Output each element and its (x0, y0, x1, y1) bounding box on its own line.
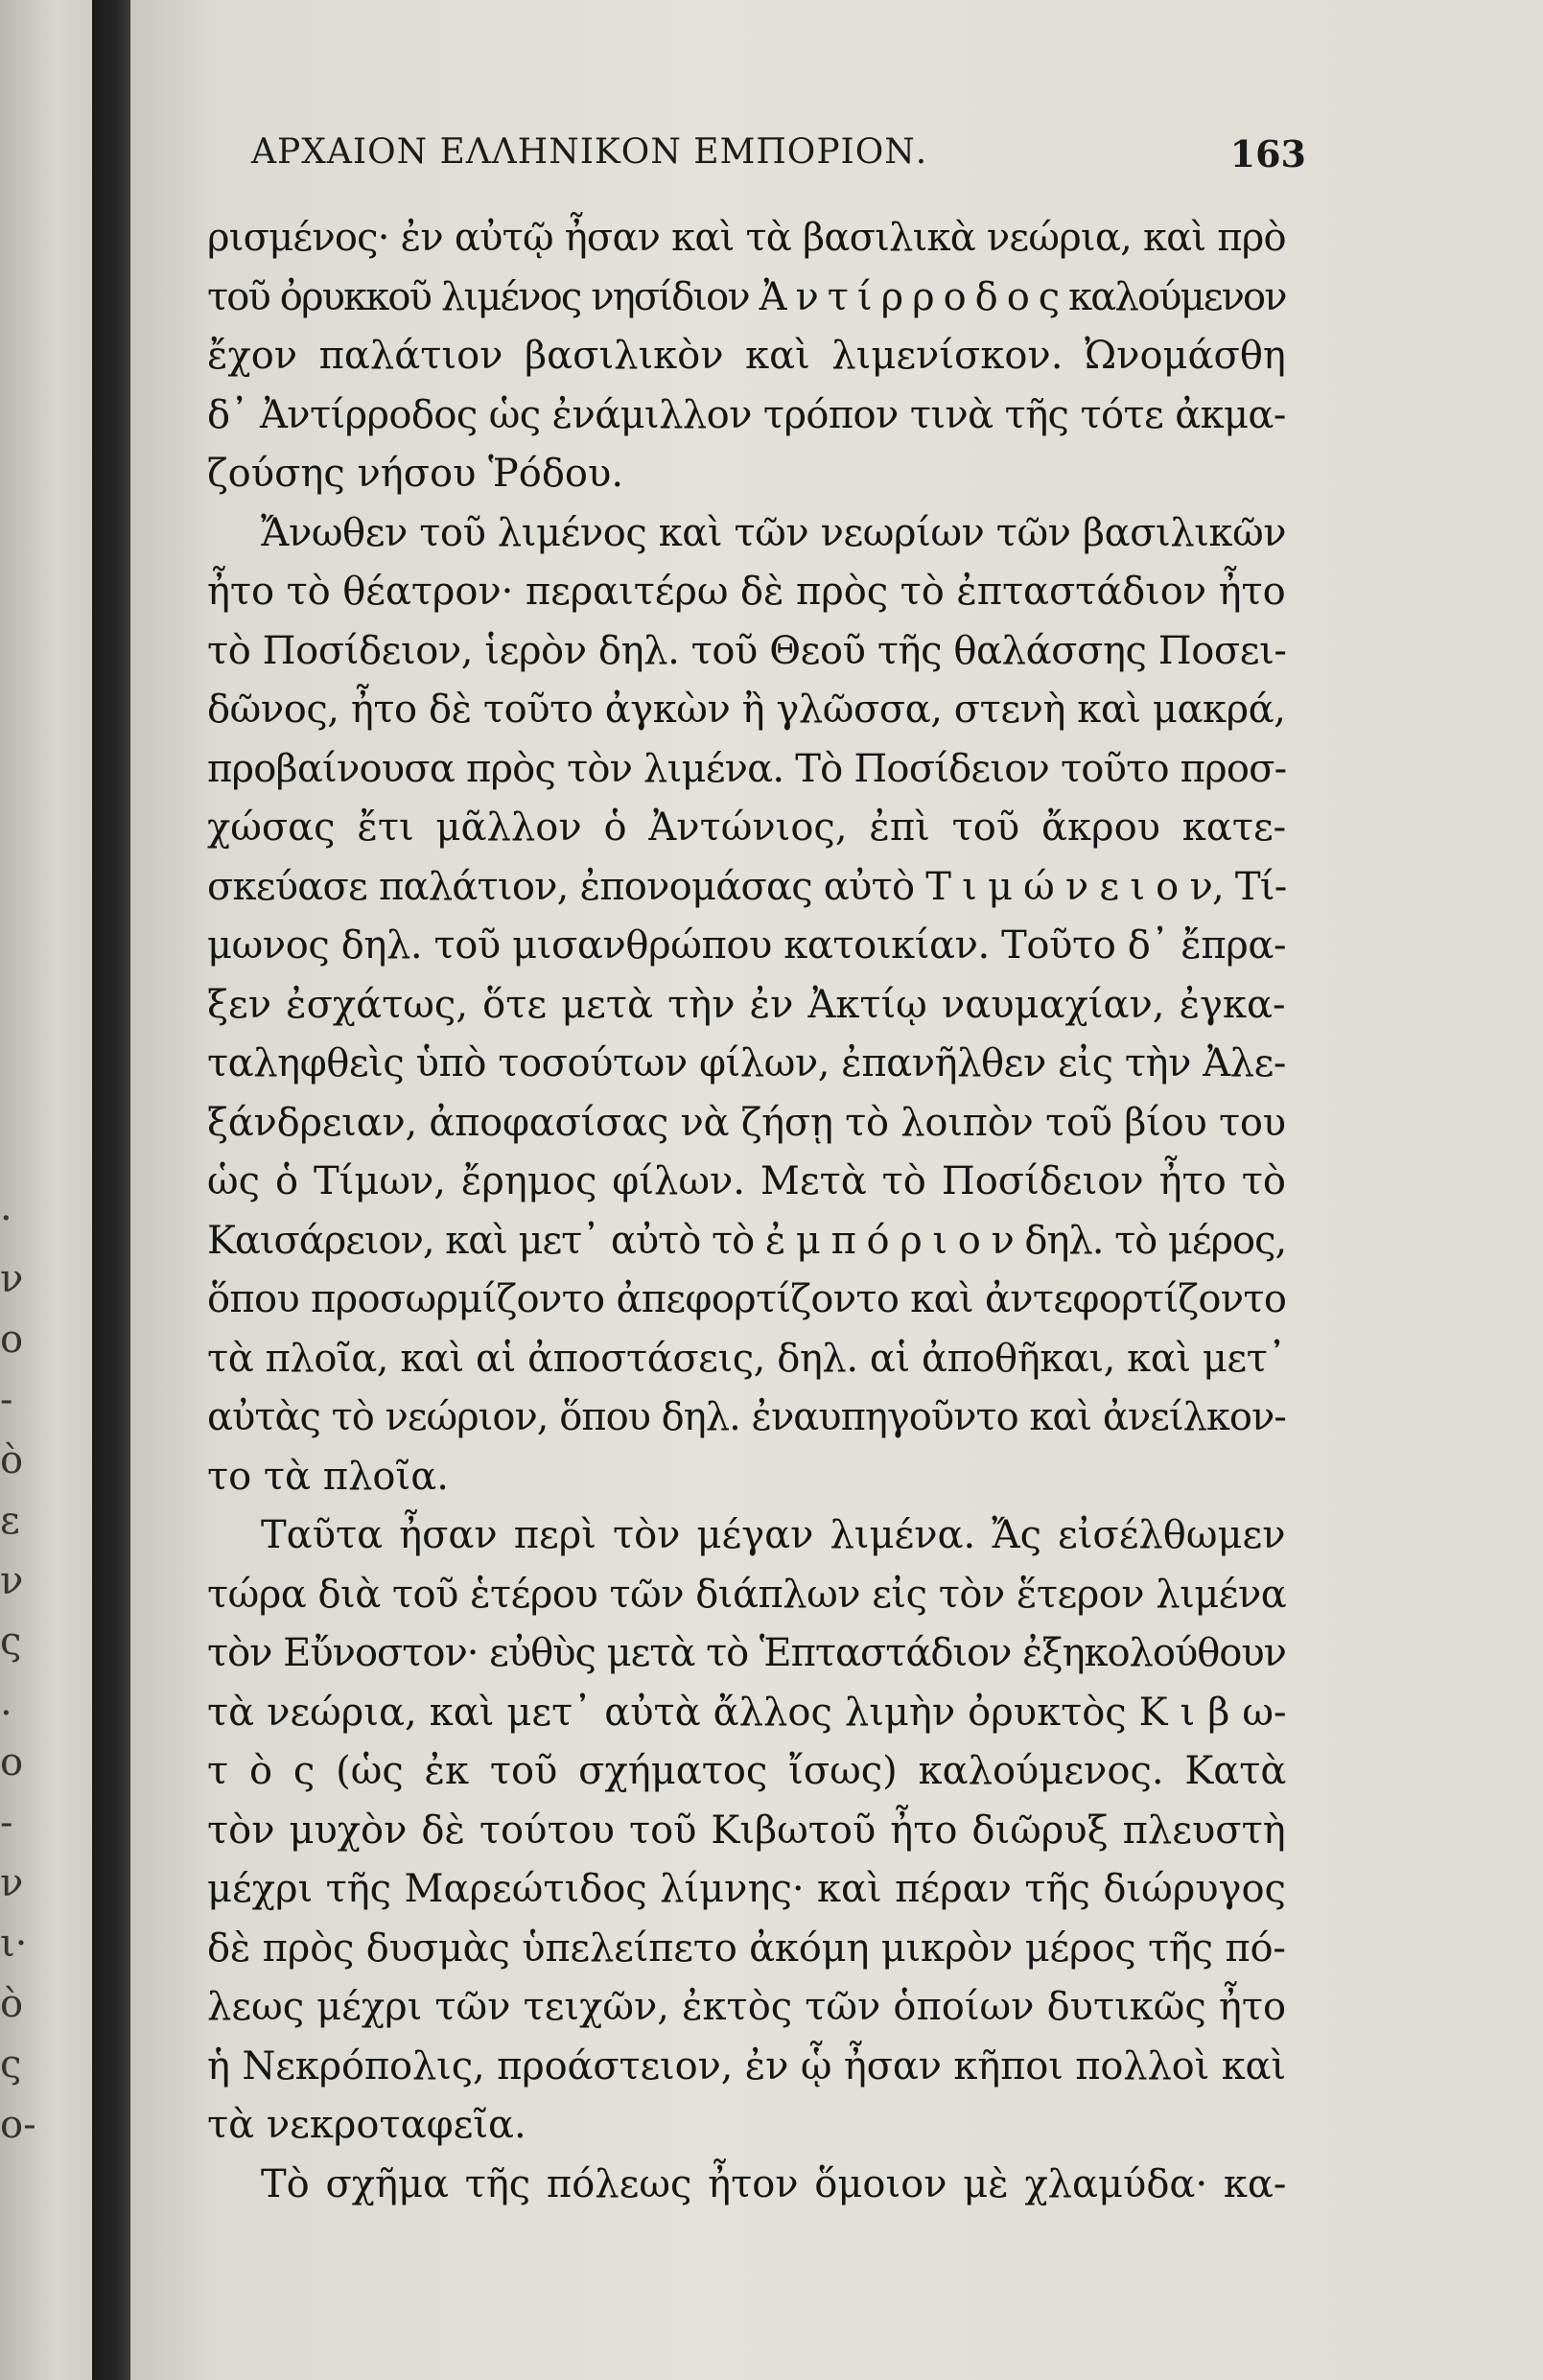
facing-page-fragment: ν (0, 1559, 24, 1603)
text-line: τὸν Εὔνοστον· εὐθὺς μετὰ τὸ Ἑπταστάδιον ἐξηκολούθουν (207, 1631, 1286, 1675)
facing-page-fragment: . (0, 1680, 12, 1724)
body-text (207, 209, 1286, 2214)
text-line: αὐτὰς τὸ νεώριον, ὅπου δηλ. ἐναυπηγοῦντο καὶ ἀνείλκον- (207, 1395, 1286, 1439)
book-gutter (92, 0, 130, 2380)
facing-page-fragment: ο- (0, 2103, 36, 2147)
text-line: Τὸ σχῆμα τῆς πόλεως ἦτον ὅμοιον μὲ χλαμύδα· κα- (261, 2161, 1287, 2206)
text-line: τ ὸ ς (ὡς ἐκ τοῦ σχήματος ἴσως) καλούμενος. Κατὰ (207, 1749, 1287, 1793)
text-line: τὰ νεκροταφεῖα. (207, 2103, 526, 2147)
text-line: Ἄνωθεν τοῦ λιμένος καὶ τῶν νεωρίων τῶν βασιλικῶν (261, 510, 1287, 555)
facing-page-fragment: - (0, 1378, 13, 1422)
facing-page-fragment: ο (0, 1318, 24, 1362)
text-line: τὸ Ποσίδειον, ἱερὸν δηλ. τοῦ Θεοῦ τῆς θαλάσσης Ποσει- (207, 628, 1287, 673)
text-line: ἦτο τὸ θέατρον· περαιτέρω δὲ πρὸς τὸ ἐπταστάδιον ἦτο (207, 570, 1286, 614)
text-line: ζούσης νήσου Ῥόδου. (207, 452, 624, 496)
text-line: ρισμένος· ἐν αὐτῷ ἦσαν καὶ τὰ βασιλικὰ νεώρια, καὶ πρὸ (207, 216, 1286, 260)
text-line: τοῦ ὀρυκκοῦ λιμένος νησίδιον Ἀ ν τ ί ρ ρ ο δ ο ς καλούμενον (207, 274, 1286, 319)
text-line: ὅπου προσωρμίζοντο ἀπεφορτίζοντο καὶ ἀντεφορτίζοντο (207, 1277, 1287, 1321)
text-line: ξάνδρειαν, ἀποφασίσας νὰ ζήσῃ τὸ λοιπὸν τοῦ βίου του (207, 1100, 1286, 1145)
running-title: ΑΡΧΑΙΟΝ ΕΛΛΗΝΙΚΟΝ ΕΜΠΟΡΙΟΝ. (251, 132, 928, 172)
text-line: δῶνος, ἦτο δὲ τοῦτο ἀγκὼν ἢ γλῶσσα, στενὴ καὶ μακρά, (207, 688, 1286, 732)
facing-page-fragment: ς (0, 1620, 22, 1664)
facing-page-fragment: ι· (0, 1922, 28, 1966)
text-line: λεως μέχρι τῶν τειχῶν, ἐκτὸς τῶν ὁποίων δυτικῶς ἦτο (207, 1985, 1287, 2029)
text-line: Καισάρειον, καὶ μετ᾽ αὐτὸ τὸ ἐ μ π ό ρ ι ο ν δηλ. τὸ μέρος, (207, 1218, 1287, 1263)
facing-page-fragment: ο (0, 1740, 24, 1785)
text-line: προβαίνουσα πρὸς τὸν λιμένα. Τὸ Ποσίδειον τοῦτο προσ- (207, 746, 1287, 791)
text-line: τώρα διὰ τοῦ ἑτέρου τῶν διάπλων εἰς τὸν ἕτερον λιμένα (207, 1572, 1287, 1617)
text-line: Ταῦτα ἦσαν περὶ τὸν μέγαν λιμένα. Ἄς εἰσέλθωμεν (261, 1513, 1286, 1557)
text-line: σκεύασε παλάτιον, ἐπονομάσας αὐτὸ Τ ι μ ώ ν ε ι ο ν, Τί- (207, 864, 1287, 909)
text-line: τὰ πλοῖα, καὶ αἱ ἀποστάσεις, δηλ. αἱ ἀποθῆκαι, καὶ μετ᾽ (207, 1336, 1286, 1381)
text-line: τὸν μυχὸν δὲ τούτου τοῦ Κιβωτοῦ ἦτο διῶρυξ πλευστὴ (207, 1808, 1286, 1853)
text-line: ἔχον παλάτιον βασιλικὸν καὶ λιμενίσκον. Ὠνομάσθη (207, 334, 1286, 378)
facing-page-text-fragments (0, 1189, 38, 2156)
facing-page-fragment: ὸ (0, 1982, 24, 2026)
text-line: μέχρι τῆς Μαρεώτιδος λίμνης· καὶ πέραν τῆς διώρυγος (207, 1867, 1286, 1911)
text-line: τὰ νεώρια, καὶ μετ᾽ αὐτὰ ἄλλος λιμὴν ὀρυκτὸς Κ ι β ω- (207, 1690, 1287, 1735)
text-line: το τὰ πλοῖα. (207, 1454, 449, 1499)
text-line: ταληφθεὶς ὑπὸ τοσούτων φίλων, ἐπανῆλθεν εἰς τὴν Ἀλε- (207, 1041, 1286, 1085)
facing-page-fragment: ν (0, 1861, 24, 1905)
text-line: ἡ Νεκρόπολις, προάστειον, ἐν ᾧ ἦσαν κῆποι πολλοὶ καὶ (207, 2043, 1286, 2088)
facing-page-fragment: ς (0, 2042, 22, 2087)
facing-page-fragment: ν (0, 1257, 24, 1301)
page-header (251, 132, 1306, 190)
facing-page-fragment: - (0, 1801, 13, 1845)
facing-page-fragment: · (0, 1197, 12, 1241)
page-number: 163 (1229, 132, 1306, 175)
text-line: μωνος δηλ. τοῦ μισανθρώπου κατοικίαν. Τοῦτο δ᾽ ἔπρα- (207, 923, 1287, 968)
facing-page-fragment: ὸ (0, 1438, 24, 1482)
text-line: ξεν ἐσχάτως, ὅτε μετὰ τὴν ἐν Ἀκτίῳ ναυμαχίαν, ἐγκα- (207, 982, 1286, 1027)
text-line: δὲ πρὸς δυσμὰς ὑπελείπετο ἀκόμη μικρὸν μέρος τῆς πό- (207, 1925, 1286, 1971)
text-line: δ᾽ Ἀντίρροδος ὡς ἐνάμιλλον τρόπον τινὰ τῆς τότε ἀκμα- (207, 392, 1286, 437)
text-line: ὡς ὁ Τίμων, ἔρημος φίλων. Μετὰ τὸ Ποσίδειον ἦτο τὸ (207, 1159, 1286, 1203)
text-line: χώσας ἔτι μᾶλλον ὁ Ἀντώνιος, ἐπὶ τοῦ ἄκρου κατε- (207, 805, 1287, 850)
facing-page-fragment: ε (0, 1499, 20, 1543)
facing-page-edge (0, 0, 92, 2380)
